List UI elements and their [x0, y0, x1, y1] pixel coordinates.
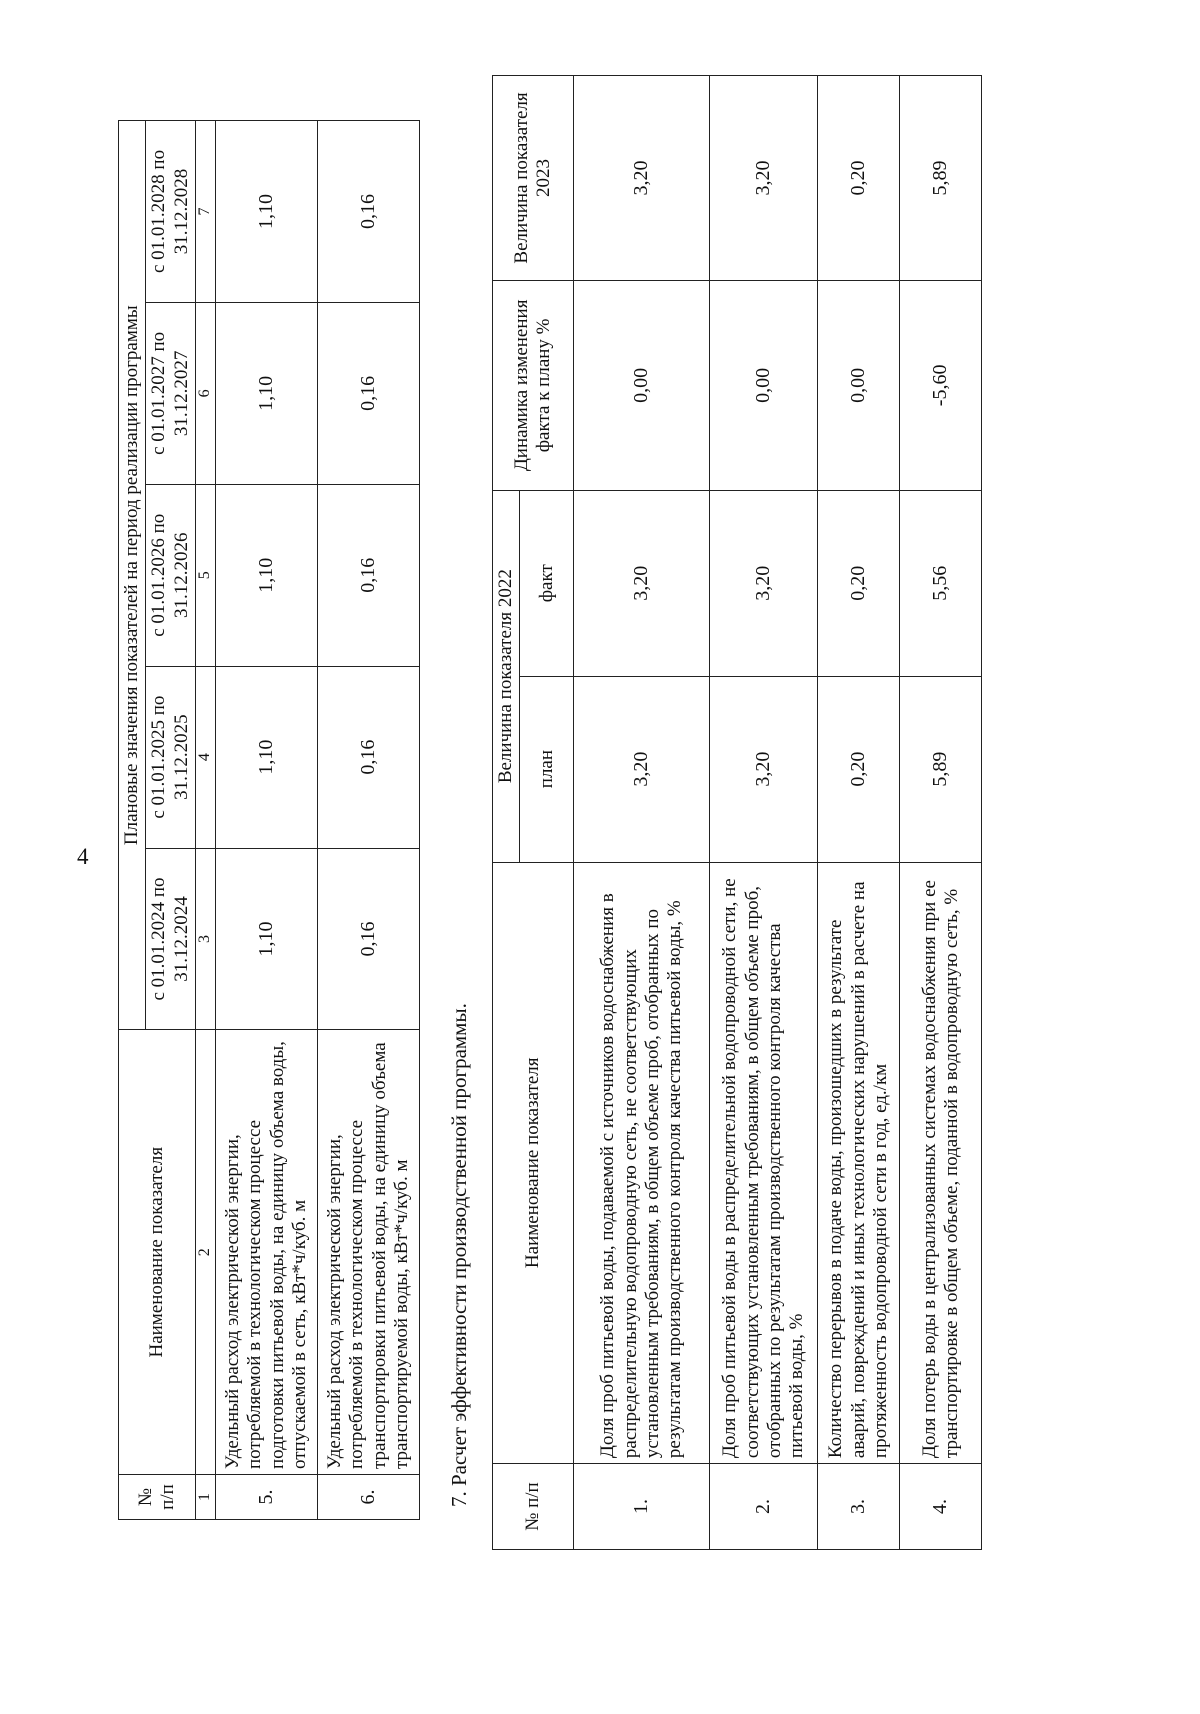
value-cell: 0,16: [318, 302, 420, 484]
column-number: 6: [196, 302, 216, 484]
value-cell: 0,16: [318, 848, 420, 1030]
rotated-content: [0, 80, 1200, 1600]
dynamics-cell: -5,60: [900, 280, 982, 490]
indicator-name: Доля проб питьевой воды в распределительной водопроводной сети, не соответствующих установленным требованиям, в общем объеме проб, отобранных по результатам производственного контроля качества питьевой воды, %: [710, 862, 818, 1464]
row-number: 2.: [710, 1464, 818, 1550]
header-2023: Величина показателя 2023: [493, 76, 574, 281]
plan-cell: 3,20: [710, 676, 818, 862]
fact-cell: 3,20: [710, 490, 818, 676]
period-header: с 01.01.2025 по 31.12.2025: [146, 666, 196, 848]
header-name: Наименование показателя: [119, 1030, 196, 1475]
column-number: 3: [196, 848, 216, 1030]
value-cell: 0,16: [318, 484, 420, 666]
indicator-name: Доля потерь воды в централизованных системах водоснабжения при ее транспортировке в общем объеме, поданной в водопроводную сеть, %: [900, 862, 982, 1464]
plan-cell: 0,20: [818, 676, 900, 862]
row-number: 4.: [900, 1464, 982, 1550]
column-number-row: [196, 121, 216, 1520]
value-2023-cell: 5,89: [900, 76, 982, 281]
header-num: № п/п: [493, 1464, 574, 1550]
table-row: [318, 121, 420, 1520]
header-dynamics: Динамика изменения факта к плану %: [493, 280, 574, 490]
row-number: 6.: [318, 1475, 420, 1520]
column-number: 7: [196, 121, 216, 303]
table-row: [818, 76, 900, 1550]
value-cell: 1,10: [216, 302, 318, 484]
fact-cell: 3,20: [574, 490, 710, 676]
value-cell: 0,16: [318, 666, 420, 848]
header-num: № п/п: [119, 1475, 196, 1520]
column-number: 1: [196, 1475, 216, 1520]
header-plan: план: [520, 676, 574, 862]
period-header: с 01.01.2026 по 31.12.2026: [146, 484, 196, 666]
table-row: [900, 76, 982, 1550]
table-row: [216, 121, 318, 1520]
period-header: с 01.01.2028 по 31.12.2028: [146, 121, 196, 303]
fact-cell: 0,20: [818, 490, 900, 676]
column-number: 2: [196, 1030, 216, 1475]
plan-cell: 3,20: [574, 676, 710, 862]
table-header-row: [119, 121, 146, 1520]
plan-cell: 5,89: [900, 676, 982, 862]
dynamics-cell: 0,00: [818, 280, 900, 490]
row-number: 3.: [818, 1464, 900, 1550]
planned-values-table: [118, 120, 420, 1520]
header-name: Наименование показателя: [493, 862, 574, 1464]
value-2023-cell: 0,20: [818, 76, 900, 281]
indicator-name: Удельный расход электрической энергии, потребляемой в технологическом процессе транспортировки питьевой воды, на единицу объема транспортируемой воды, кВт*ч/куб. м: [318, 1030, 420, 1475]
value-cell: 1,10: [216, 848, 318, 1030]
page-number: 4: [77, 844, 89, 869]
header-period: Плановые значения показателей на период реализации программы: [119, 121, 146, 1030]
row-number: 1.: [574, 1464, 710, 1550]
row-number: 5.: [216, 1475, 318, 1520]
value-cell: 1,10: [216, 484, 318, 666]
value-cell: 0,16: [318, 121, 420, 303]
dynamics-cell: 0,00: [710, 280, 818, 490]
dynamics-cell: 0,00: [574, 280, 710, 490]
header-fact: факт: [520, 490, 574, 676]
indicator-name: Доля проб питьевой воды, подаваемой с источников водоснабжения в распределительную водопроводную сеть, не соответствующих установленным требованиям, в общем объеме проб, отобранных по результатам производственного контроля качества питьевой воды, %: [574, 862, 710, 1464]
column-number: 4: [196, 666, 216, 848]
fact-cell: 5,56: [900, 490, 982, 676]
period-header: с 01.01.2027 по 31.12.2027: [146, 302, 196, 484]
period-header: с 01.01.2024 по 31.12.2024: [146, 848, 196, 1030]
value-2023-cell: 3,20: [574, 76, 710, 281]
indicator-name: Удельный расход электрической энергии, потребляемой в технологическом процессе подготовки питьевой воды, на единицу объема воды, отпускаемой в сеть, кВт*ч/куб. м: [216, 1030, 318, 1475]
value-cell: 1,10: [216, 666, 318, 848]
table-row: [574, 76, 710, 1550]
table-header-row: [493, 76, 520, 1550]
section-title: 7. Расчет эффективности производственной программы.: [447, 1003, 471, 1507]
efficiency-table: [492, 75, 982, 1550]
header-2022: Величина показателя 2022: [493, 490, 520, 862]
value-2023-cell: 3,20: [710, 76, 818, 281]
indicator-name: Количество перерывов в подаче воды, произошедших в результате аварий, повреждений и иных технологических нарушений в расчете на протяженность водопроводной сети в год, ед./км: [818, 862, 900, 1464]
column-number: 5: [196, 484, 216, 666]
value-cell: 1,10: [216, 121, 318, 303]
table-row: [710, 76, 818, 1550]
